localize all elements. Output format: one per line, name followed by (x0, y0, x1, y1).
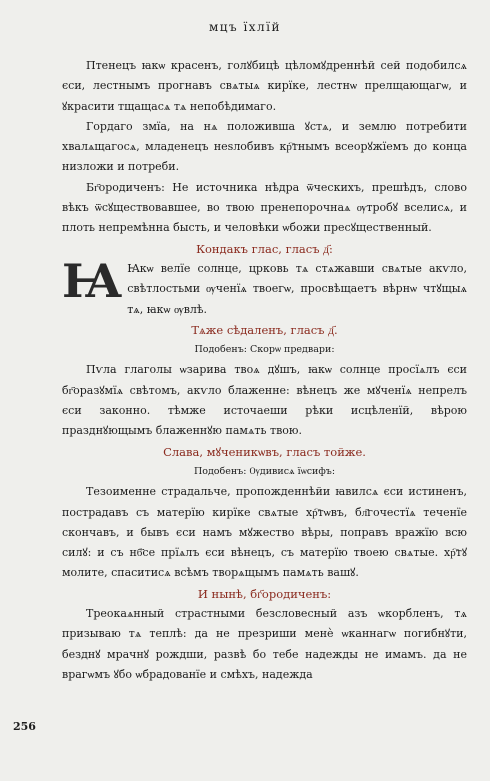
page-body (62, 56, 467, 685)
section-heading-slava: Слава, мꙋченикѡвъ, гласъ тойже. (163, 444, 366, 459)
paragraph-sedalen: Пѵла глаголы ѡзарива твоѧ дꙋшъ, ꙗкѡ солнце просїѧлъ єси бг҃оразꙋмїѧ свѣтомъ, акѵло блаженне: вѣнецъ же мꙋченїѧ непрелъ єси законно. тѣмже источаеши рѣки исцѣленїй, вѣрою празднꙋющымъ блаженнꙋю памѧть твою. (62, 363, 467, 438)
running-header: мцъ їхлїй (208, 20, 282, 34)
section-heading-sedalen: Тѧже сѣдаленъ, гласъ д҃. (191, 322, 338, 337)
section-heading-kontakion: Кондакъ глас, гласъ д҃: (196, 241, 333, 256)
paragraph-2: Гордаго змїа, на нѧ положивша ꙋстѧ, и землю потребити хвалѧщагосѧ, младенецъ неѕлобивъ кр҇тнымъ всеорꙋжїемъ до конца низложи и потреби. (62, 119, 467, 174)
paragraph-bogorodichen: Треокаѧнный страстными безсловесный азъ ѡкорбленъ, тѧ призываю тѧ теплѣ: да не презриши менѐ ѡканнагѡ погибнꙋти, безднꙋ мрачнꙋ рождши, развѣ бо тебе надежды не имамъ. да не врагѡмъ ꙋбо ѡбрадованїе и смѣхъ, надежда (62, 607, 467, 681)
paragraph-3: Бг҃ородиченъ: Не источника нѣдра ѿческихъ, прешѣдъ, слово вѣкъ ѿсꙋществовавшее, во твою пренепорочнаѧ ѹтробꙋ вселисѧ, и плоть непремѣнна бысть, и человѣки ѡбожи пресꙋщественный. (62, 180, 467, 235)
podoben-line-2: Подобенъ: Ѹдивисѧ їѡсифъ: (193, 465, 336, 477)
podoben-line-1: Подобенъ: Скорѡ предвари: (194, 344, 335, 356)
page-number: 256 (13, 720, 36, 733)
paragraph-slava: Тезоименне страдальче, пропожденнѣйи ꙗвилсѧ єси истиненъ, пострадавъ съ матерїю кирїке свѧтые хр҇тѡвъ, бл҃гочестїѧ теченїе скончавъ, и бывъ єси намъ мꙋжество вѣры, поправъ вражїю всю силꙋ: и съ нб҃се прїѧлъ єси вѣнецъ, съ матерїю твоею свѧтые. хр҇тꙋ молите, спаситисѧ всѣмъ творѧщымъ памѧть вашꙋ. (62, 485, 467, 580)
kontakion-body: Ꙗкѡ велїе солнце, црковь тѧ стѧжавши свѧтые акѵло, свѣтлостьми ѹченїѧ твоегѡ, просвѣщаетъ вѣрнѡ чтꙋщыѧ тѧ, ꙗкѡ ѹвлѣ. (127, 261, 467, 316)
paragraph-1: Птенецъ ꙗкѡ красенъ, голꙋбицѣ цѣломꙋдреннѣй сей подобилсѧ єси, лестнымъ прогнавъ свѧтыѧ кирїке, лестнѡ прелщающагѡ, и ꙋкрасити тщащасѧ тѧ непобѣдимаго. (62, 59, 467, 113)
kontakion-text (62, 253, 467, 320)
drop-cap-initial: Ꙗ (62, 253, 122, 308)
section-heading-bogorodichen: И нынѣ, бг҃ородиченъ: (197, 586, 332, 601)
